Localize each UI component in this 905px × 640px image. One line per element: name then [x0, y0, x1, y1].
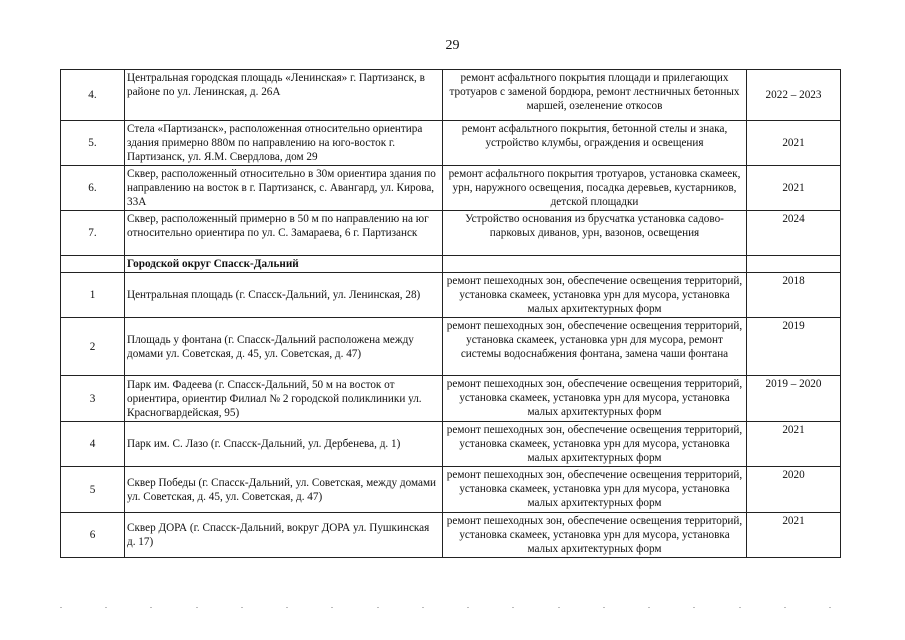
row-number: 6. [61, 166, 125, 211]
page-number: 29 [445, 38, 460, 53]
year-cell: 2024 [747, 211, 841, 256]
work-cell: Устройство основания из брусчатка установка садово-парковых диванов, урн, вазонов, освещения [443, 211, 747, 256]
work-cell [443, 256, 747, 273]
work-cell: ремонт асфальтного покрытия, бетонной стелы и знака, устройство клумбы, ограждения и освещения [443, 121, 747, 166]
row-number: 5 [61, 467, 125, 513]
table-row [61, 376, 841, 422]
place-cell: Стела «Партизанск», расположенная относительно ориентира здания примерно 880м по направлению на юго-восток г. Партизанск, ул. Я.М. Свердлова, дом 29 [125, 121, 443, 166]
row-number: 4. [61, 70, 125, 121]
row-number: 7. [61, 211, 125, 256]
place-cell: Сквер Победы (г. Спасск-Дальний, ул. Советская, между домами ул. Советская, д. 45, ул. Советская, д. 47) [125, 467, 443, 513]
table-row [61, 70, 841, 121]
place-cell: Парк им. Фадеева (г. Спасск-Дальний, 50 м на восток от ориентира, ориентир Филиал № 2 городской поликлиники ул. Красногвардейская, 95) [125, 376, 443, 422]
section-title: Городской округ Спасск-Дальний [125, 256, 443, 273]
section-header-row [61, 256, 841, 273]
year-cell: 2018 [747, 273, 841, 318]
row-number: 3 [61, 376, 125, 422]
year-cell: 2021 [747, 422, 841, 467]
place-cell: Сквер ДОРА (г. Спасск-Дальний, вокруг ДОРА ул. Пушкинская д. 17) [125, 513, 443, 558]
table-row [61, 513, 841, 558]
year-cell: 2021 [747, 513, 841, 558]
work-cell: ремонт пешеходных зон, обеспечение освещения территорий, установка скамеек, установка урн для мусора, установка малых архитектурных форм [443, 273, 747, 318]
table-row [61, 422, 841, 467]
place-cell: Сквер, расположенный примерно в 50 м по направлению на юг относительно ориентира по ул. С. Замараева, 6 г. Партизанск [125, 211, 443, 256]
place-cell: Центральная площадь (г. Спасск-Дальний, ул. Ленинская, 28) [125, 273, 443, 318]
table-row [61, 273, 841, 318]
year-cell: 2019 [747, 318, 841, 376]
table-row [61, 121, 841, 166]
work-cell: ремонт асфальтного покрытия тротуаров, установка скамеек, урн, наружного освещения, посадка деревьев, кустарников, детской площадки [443, 166, 747, 211]
place-cell: Центральная городская площадь «Ленинская» г. Партизанск, в районе по ул. Ленинская, д. 26А [125, 70, 443, 121]
place-cell: Парк им. С. Лазо (г. Спасск-Дальний, ул. Дербенева, д. 1) [125, 422, 443, 467]
row-number: 4 [61, 422, 125, 467]
row-number: 2 [61, 318, 125, 376]
table-row [61, 318, 841, 376]
row-number: 1 [61, 273, 125, 318]
work-cell: ремонт пешеходных зон, обеспечение освещения территорий, установка скамеек, установка урн для мусора, установка малых архитектурных форм [443, 467, 747, 513]
year-cell: 2021 [747, 121, 841, 166]
year-cell: 2020 [747, 467, 841, 513]
table-row [61, 467, 841, 513]
year-cell: 2022 – 2023 [747, 70, 841, 121]
work-cell: ремонт пешеходных зон, обеспечение освещения территорий, установка скамеек, установка урн для мусора, установка малых архитектурных форм [443, 376, 747, 422]
row-number: 6 [61, 513, 125, 558]
work-cell: ремонт пешеходных зон, обеспечение освещения территорий, установка скамеек, установка урн для мусора, ремонт системы водоснабжения фонтана, замена чаши фонтана [443, 318, 747, 376]
year-cell: 2021 [747, 166, 841, 211]
table-row [61, 211, 841, 256]
year-cell: 2019 – 2020 [747, 376, 841, 422]
place-cell: Площадь у фонтана (г. Спасск-Дальний расположена между домами ул. Советская, д. 45, ул. Советская, д. 47) [125, 318, 443, 376]
work-cell: ремонт пешеходных зон, обеспечение освещения территорий, установка скамеек, установка урн для мусора, установка малых архитектурных форм [443, 422, 747, 467]
work-cell: ремонт асфальтного покрытия площади и прилегающих тротуаров с заменой бордюра, ремонт лестничных бетонных маршей, озеленение откосов [443, 70, 747, 121]
improvement-objects-table [60, 69, 841, 558]
work-cell: ремонт пешеходных зон, обеспечение освещения территорий, установка скамеек, установка урн для мусора, установка малых архитектурных форм [443, 513, 747, 558]
place-cell: Сквер, расположенный относительно в 30м ориентира здания по направлению на восток в г. Партизанск, с. Авангард, ул. Кирова, 33А [125, 166, 443, 211]
row-number: 5. [61, 121, 125, 166]
table-row [61, 166, 841, 211]
row-number [61, 256, 125, 273]
year-cell [747, 256, 841, 273]
